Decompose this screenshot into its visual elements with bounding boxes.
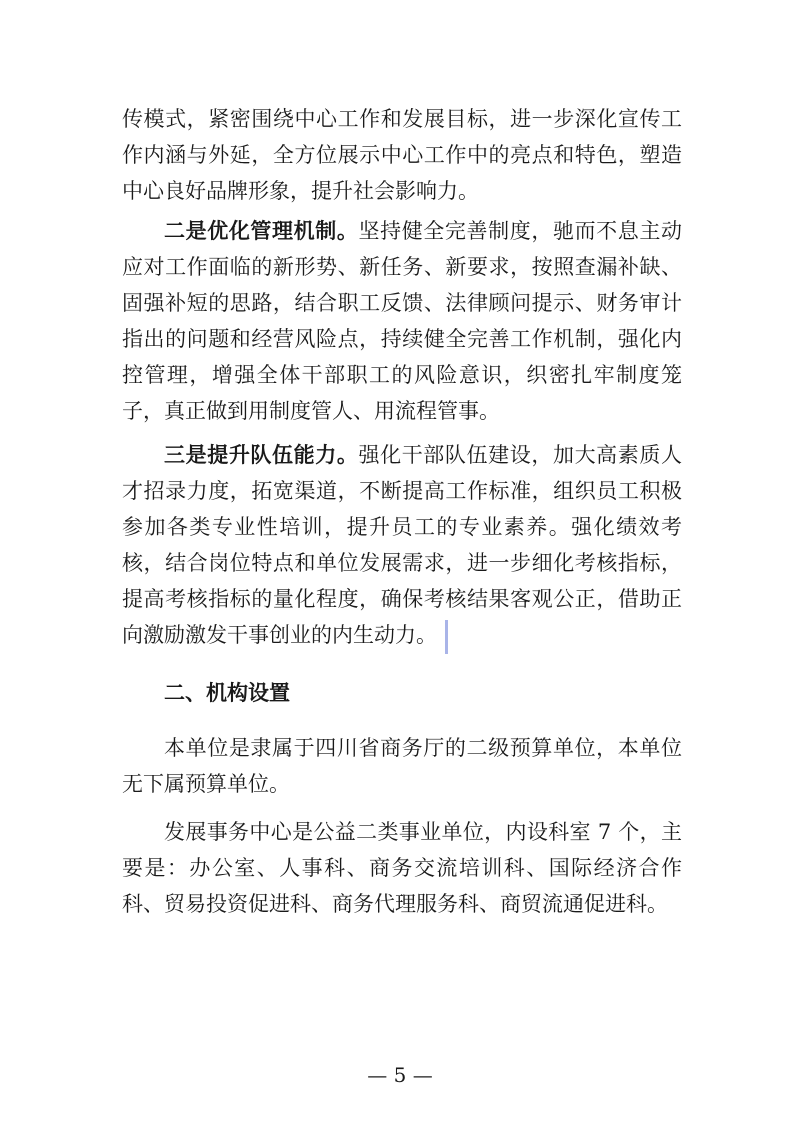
paragraph-affiliation-text: 本单位是隶属于四川省商务厅的二级预算单位，本单位无下属预算单位。 [122,736,682,796]
paragraph-publicity [122,101,682,209]
paragraph-management [122,213,682,429]
section-heading-organization: 二、机构设置 [164,681,290,705]
paragraph-team [122,437,682,654]
page-number: — 5 — [367,1063,433,1087]
paragraph-team-body: 强化干部队伍建设，加大高素质人才招录力度，拓宽渠道，不断提高工作标准，组织员工积极参加各类专业性培训，提升员工的专业素养。强化绩效考核，结合岗位特点和单位发展需求，进一步细化考核指标，提高考核指标的量化程度，确保考核结果客观公正，借助正向激励激发干事创业的内生动力。 [122,443,683,647]
paragraph-departments-text: 发展事务中心是公益二类事业单位，内设科室 7 个，主要是：办公室、人事科、商务交流培训科、国际经济合作科、贸易投资促进科、商务代理服务科、商贸流通促进科。 [122,820,682,916]
paragraph-management-body: 坚持健全完善制度，驰而不息主动应对工作面临的新形势、新任务、新要求，按照查漏补缺、固强补短的思路，结合职工反馈、法律顾问提示、财务审计指出的问题和经营风险点，持续健全完善工作机制，强化内控管理，增强全体干部职工的风险意识，织密扎牢制度笼子，真正做到用制度管人、用流程管事。 [122,219,683,423]
text-cursor [445,620,448,654]
paragraph-affiliation [122,730,682,802]
paragraph-team-lead: 三是提升队伍能力。 [164,443,359,467]
paragraph-departments [122,814,682,922]
paragraph-management-lead: 二是优化管理机制。 [164,219,359,243]
paragraph-publicity-text: 传模式，紧密围绕中心工作和发展目标，进一步深化宣传工作内涵与外延，全方位展示中心工作中的亮点和特色，塑造中心良好品牌形象，提升社会影响力。 [122,107,682,203]
